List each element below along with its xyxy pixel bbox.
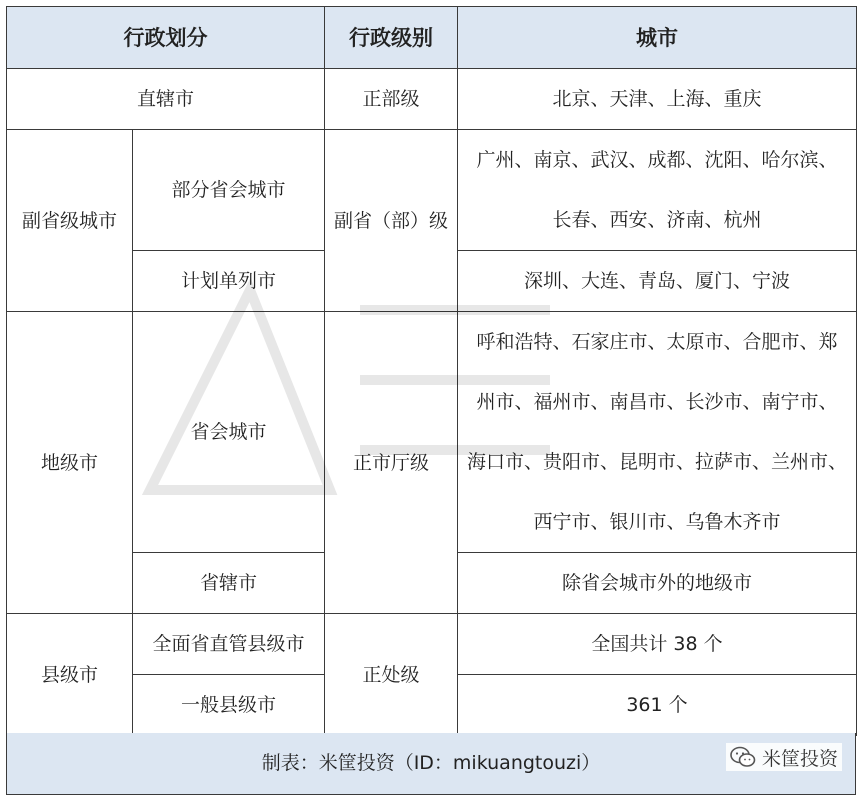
cities-cell: 北京、天津、上海、重庆	[458, 69, 857, 130]
subdivision-cell: 一般县级市	[133, 675, 325, 736]
level-cell: 正处级	[325, 614, 458, 736]
subdivision-cell: 全面省直管县级市	[133, 614, 325, 675]
city-hierarchy-table-container	[6, 6, 856, 795]
cities-cell: 深圳、大连、青岛、厦门、宁波	[458, 251, 857, 312]
header-division: 行政划分	[7, 7, 325, 69]
cities-line: 广州、南京、武汉、成都、沈阳、哈尔滨、	[476, 149, 838, 171]
cities-cell	[458, 130, 857, 251]
division-cell: 副省级城市	[7, 130, 133, 312]
header-row	[7, 7, 857, 69]
cities-line: 西宁市、银川市、乌鲁木齐市	[533, 511, 781, 533]
level-cell: 正部级	[325, 69, 458, 130]
level-cell: 副省（部）级	[325, 130, 458, 312]
cities-line: 呼和浩特、石家庄市、太原市、合肥市、郑	[476, 331, 838, 353]
division-cell: 县级市	[7, 614, 133, 736]
division-cell: 地级市	[7, 312, 133, 614]
cities-line: 州市、福州市、南昌市、长沙市、南宁市、	[476, 391, 838, 413]
cities-cell: 361 个	[458, 675, 857, 736]
cities-line: 长春、西安、济南、杭州	[552, 209, 762, 231]
header-cities: 城市	[458, 7, 857, 69]
brand-name: 米筐投资	[761, 747, 838, 770]
city-hierarchy-table	[6, 6, 857, 736]
wechat-icon	[730, 746, 756, 768]
subdivision-cell: 省会城市	[133, 312, 325, 553]
subdivision-cell: 部分省会城市	[133, 130, 325, 251]
subdivision-cell: 省辖市	[133, 553, 325, 614]
cities-cell: 除省会城市外的地级市	[458, 553, 857, 614]
level-cell: 正市厅级	[325, 312, 458, 614]
table-row	[7, 69, 857, 130]
brand-badge	[726, 743, 842, 771]
header-level: 行政级别	[325, 7, 458, 69]
footer-credit: 制表：米筐投资（ID：mikuangtouzi）	[261, 752, 601, 774]
table-row	[7, 130, 857, 251]
cities-cell	[458, 312, 857, 553]
cities-cell: 全国共计 38 个	[458, 614, 857, 675]
subdivision-cell: 计划单列市	[133, 251, 325, 312]
table-row	[7, 614, 857, 675]
cities-line: 海口市、贵阳市、昆明市、拉萨市、兰州市、	[466, 451, 847, 473]
division-cell: 直辖市	[7, 69, 325, 130]
table-row	[7, 312, 857, 553]
